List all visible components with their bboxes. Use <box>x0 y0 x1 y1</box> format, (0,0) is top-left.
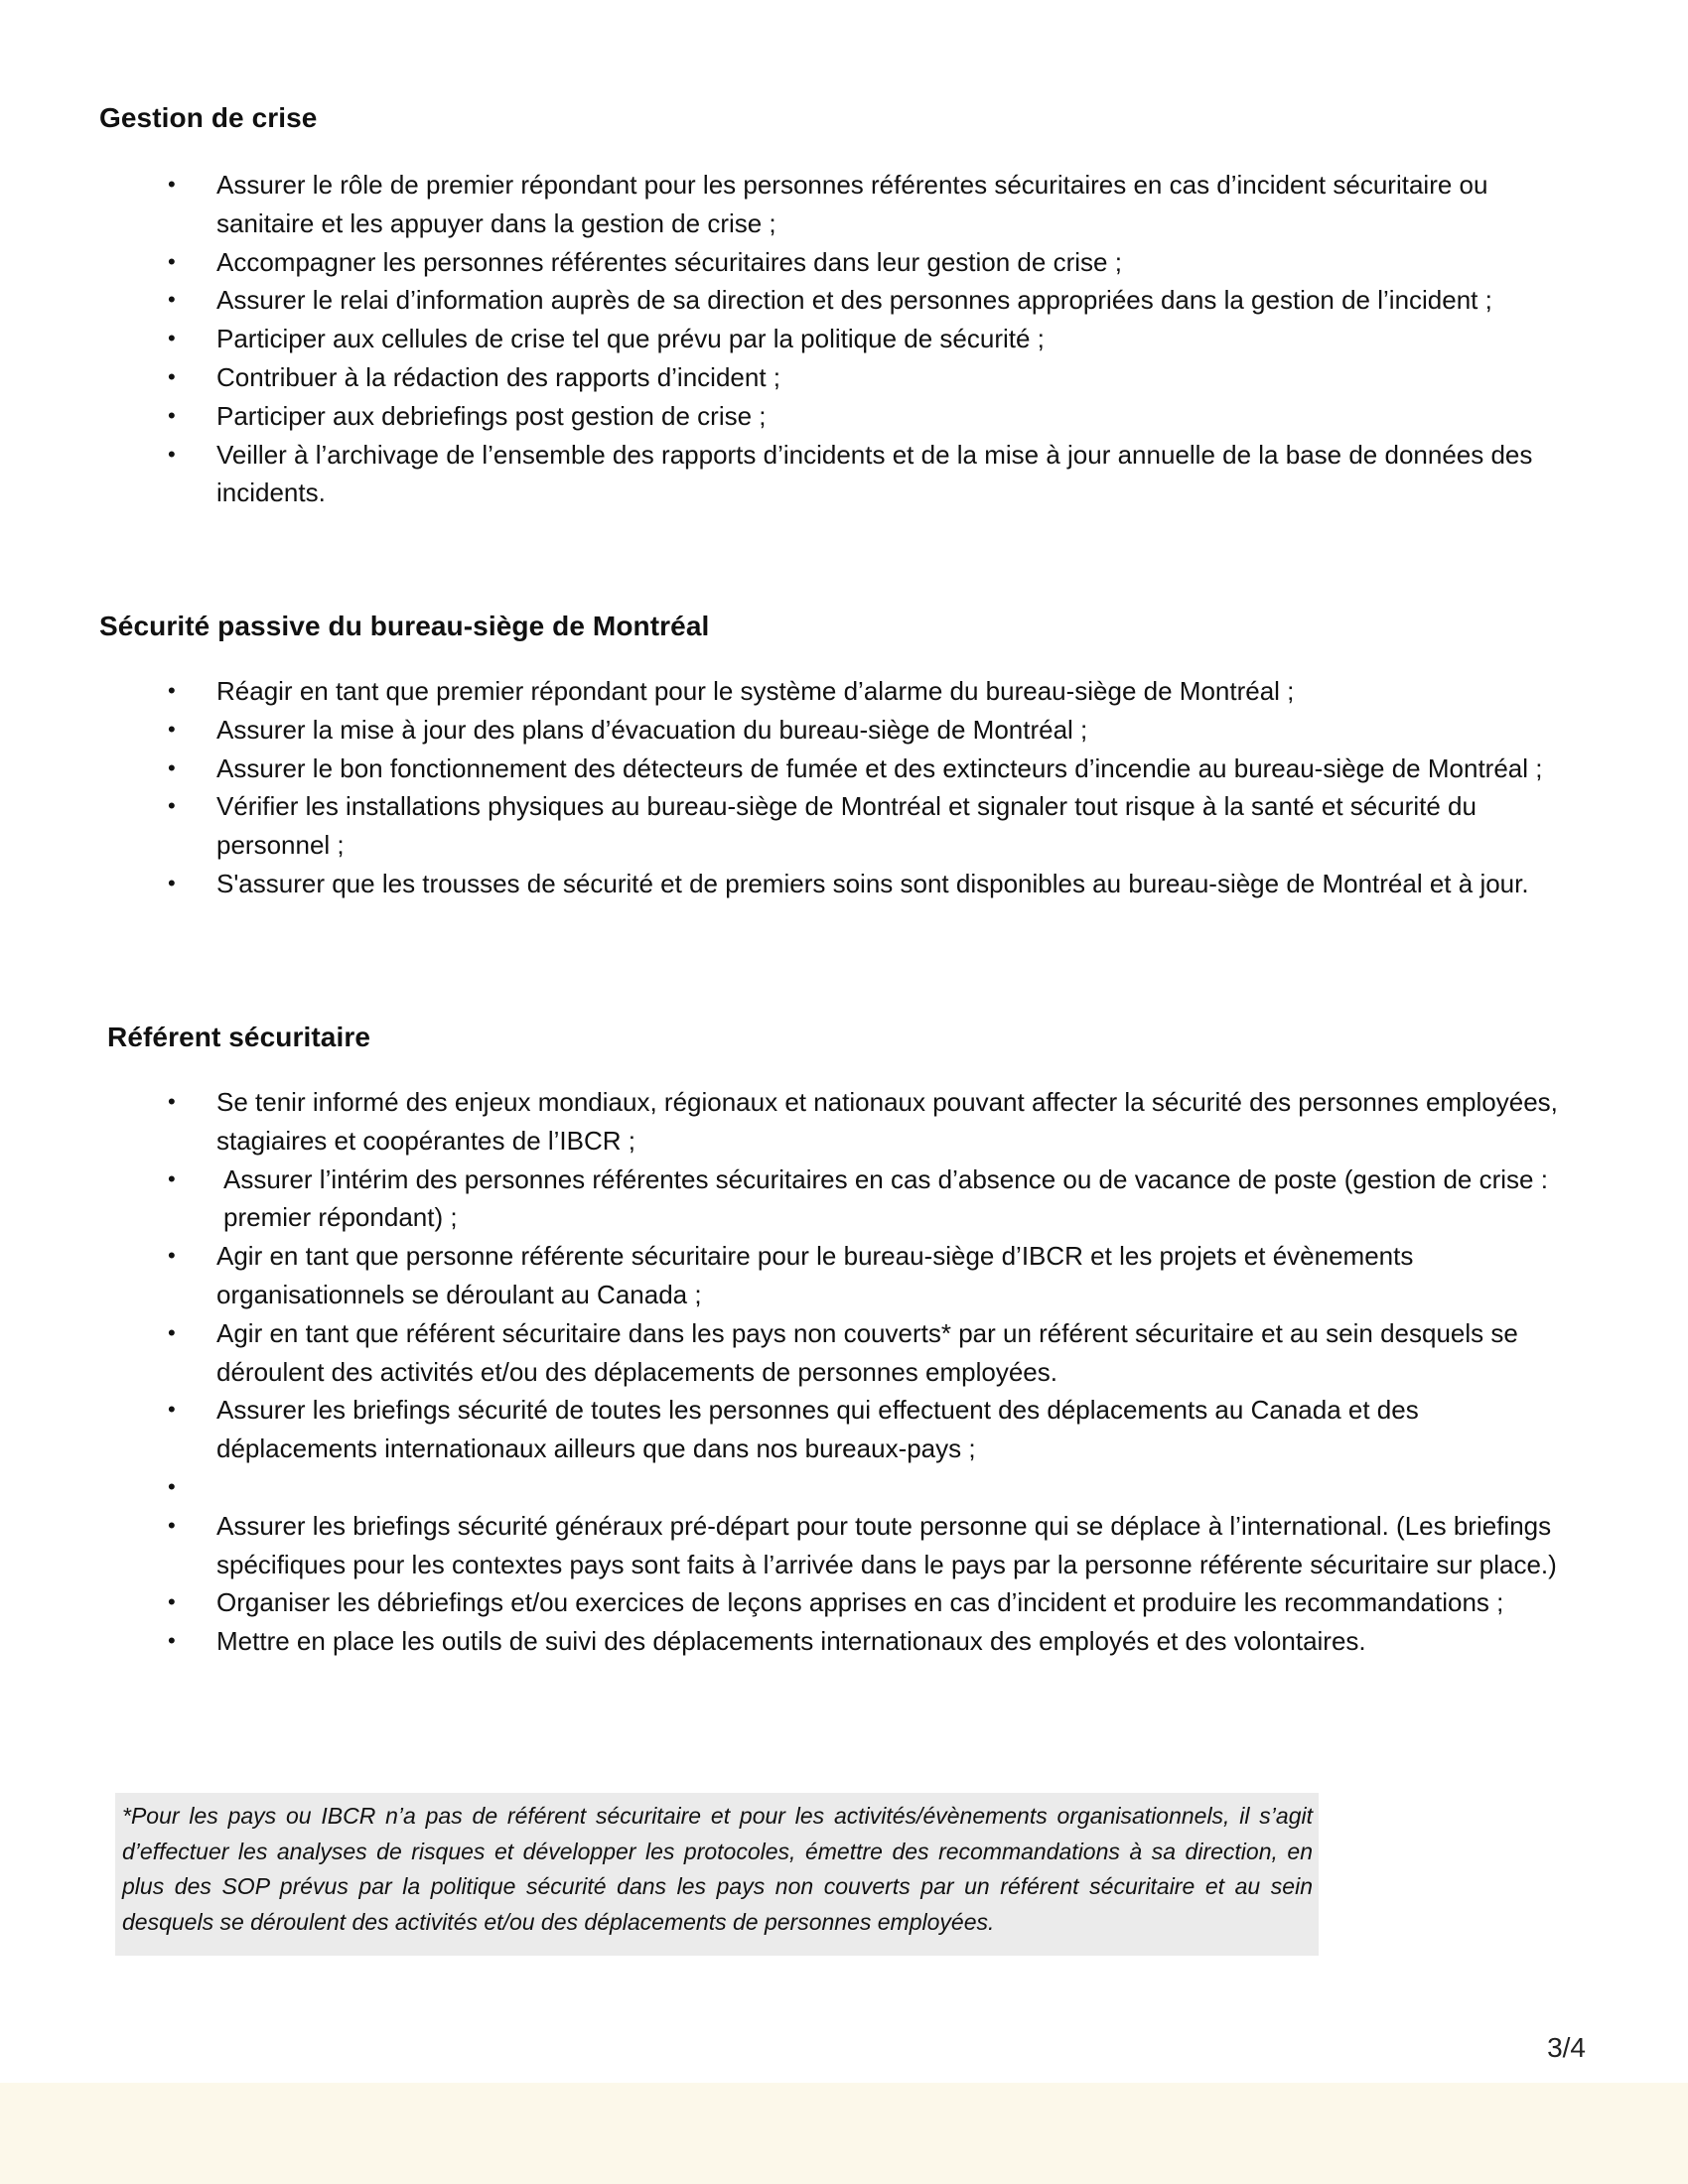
bullet-icon: • <box>168 1089 176 1114</box>
bullet-icon: • <box>168 287 176 313</box>
list-item: • Participer aux debriefings post gestion de crise ; <box>0 397 1688 436</box>
section-title-gestion-de-crise: Gestion de crise <box>99 102 318 133</box>
bullet-icon: • <box>168 1165 176 1191</box>
page-number: 3/4 <box>1547 2032 1586 2063</box>
footer-band <box>0 2083 1688 2184</box>
bullet-icon: • <box>168 1512 176 1538</box>
list-item: • Assurer l’intérim des personnes référentes sécuritaires en cas d’absence ou de vacance de poste (gestion de crise : premier répondant) ; <box>0 1160 1688 1238</box>
list-securite-passive <box>0 672 1688 903</box>
list-item: • Assurer les briefings sécurité de toutes les personnes qui effectuent des déplacements au Canada et des déplacements internationaux ailleurs que dans nos bureaux-pays ; <box>0 1391 1688 1468</box>
list-item: • Assurer la mise à jour des plans d’évacuation du bureau-siège de Montréal ; <box>0 711 1688 750</box>
footnote-text: *Pour les pays ou IBCR n’a pas de référent sécuritaire et pour les activités/évènements organisationnels, il s’agit d’effectuer les analyses de risques et développer les protocoles, émettre des recommandations à sa direction, en plus des SOP prévus par la politique sécurité dans les pays non couverts par un référent sécuritaire et au sein desquels se déroulent des activités et/ou des déplacements de personnes employées. <box>122 1803 1313 1935</box>
list-item: • Agir en tant que référent sécuritaire dans les pays non couverts* par un référent sécuritaire et au sein desquels se déroulent des activités et/ou des déplacements de personnes employées. <box>0 1314 1688 1392</box>
section-title-securite-passive: Sécurité passive du bureau-siège de Montréal <box>99 611 710 641</box>
bullet-icon: • <box>168 172 176 197</box>
list-item: • Assurer le relai d’information auprès de sa direction et des personnes appropriées dans la gestion de l’incident ; <box>0 281 1688 320</box>
list-item: • Assurer les briefings sécurité généraux pré-départ pour toute personne qui se déplace à l’international. (Les briefings spécifiques pour les contextes pays sont faits à l’arrivée dans le pays par la personne référente sécuritaire sur place.) <box>0 1507 1688 1584</box>
list-item: • Veiller à l’archivage de l’ensemble des rapports d’incidents et de la mise à jour annuelle de la base de données des incidents. <box>0 436 1688 513</box>
list-item: • Contribuer à la rédaction des rapports d’incident ; <box>0 358 1688 397</box>
bullet-icon: • <box>168 716 176 742</box>
list-gestion-de-crise <box>0 166 1688 512</box>
list-item: • Assurer le bon fonctionnement des détecteurs de fumée et des extincteurs d’incendie au bureau-siège de Montréal ; <box>0 750 1688 788</box>
bullet-icon: • <box>168 1397 176 1423</box>
list-item: • S'assurer que les trousses de sécurité et de premiers soins sont disponibles au bureau-siège de Montréal et à jour. <box>0 865 1688 903</box>
bullet-icon: • <box>168 441 176 467</box>
list-item: • Réagir en tant que premier répondant pour le système d’alarme du bureau-siège de Montréal ; <box>0 672 1688 711</box>
list-item: • Agir en tant que personne référente sécuritaire pour le bureau-siège d’IBCR et les projets et évènements organisationnels se déroulant au Canada ; <box>0 1237 1688 1314</box>
footnote-box <box>115 1793 1319 1956</box>
bullet-icon: • <box>168 1243 176 1269</box>
bullet-icon: • <box>168 1589 176 1615</box>
bullet-icon: • <box>168 1473 176 1499</box>
bullet-icon: • <box>168 1628 176 1654</box>
list-item: • Participer aux cellules de crise tel que prévu par la politique de sécurité ; <box>0 320 1688 358</box>
bullet-icon: • <box>168 754 176 780</box>
bullet-icon: • <box>168 678 176 703</box>
list-referent-securitaire <box>0 1083 1688 1661</box>
section-title-referent-securitaire: Référent sécuritaire <box>107 1022 371 1052</box>
list-item: • Vérifier les installations physiques au bureau-siège de Montréal et signaler tout risque à la santé et sécurité du personnel ; <box>0 787 1688 865</box>
bullet-icon: • <box>168 402 176 428</box>
list-item: • Se tenir informé des enjeux mondiaux, régionaux et nationaux pouvant affecter la sécurité des personnes employées, stagiaires et coopérantes de l’IBCR ; <box>0 1083 1688 1160</box>
bullet-icon: • <box>168 326 176 351</box>
bullet-icon: • <box>168 363 176 389</box>
bullet-icon: • <box>168 248 176 274</box>
list-item: • Assurer le rôle de premier répondant pour les personnes référentes sécuritaires en cas d’incident sécuritaire ou sanitaire et les appuyer dans la gestion de crise ; <box>0 166 1688 243</box>
list-item: • Mettre en place les outils de suivi des déplacements internationaux des employés et des volontaires. <box>0 1622 1688 1661</box>
list-item: • Accompagner les personnes référentes sécuritaires dans leur gestion de crise ; <box>0 243 1688 282</box>
bullet-icon: • <box>168 793 176 819</box>
list-item-empty <box>0 1468 1688 1507</box>
list-item: • Organiser les débriefings et/ou exercices de leçons apprises en cas d’incident et produire les recommandations ; <box>0 1583 1688 1622</box>
bullet-icon: • <box>168 1319 176 1345</box>
bullet-icon: • <box>168 870 176 895</box>
